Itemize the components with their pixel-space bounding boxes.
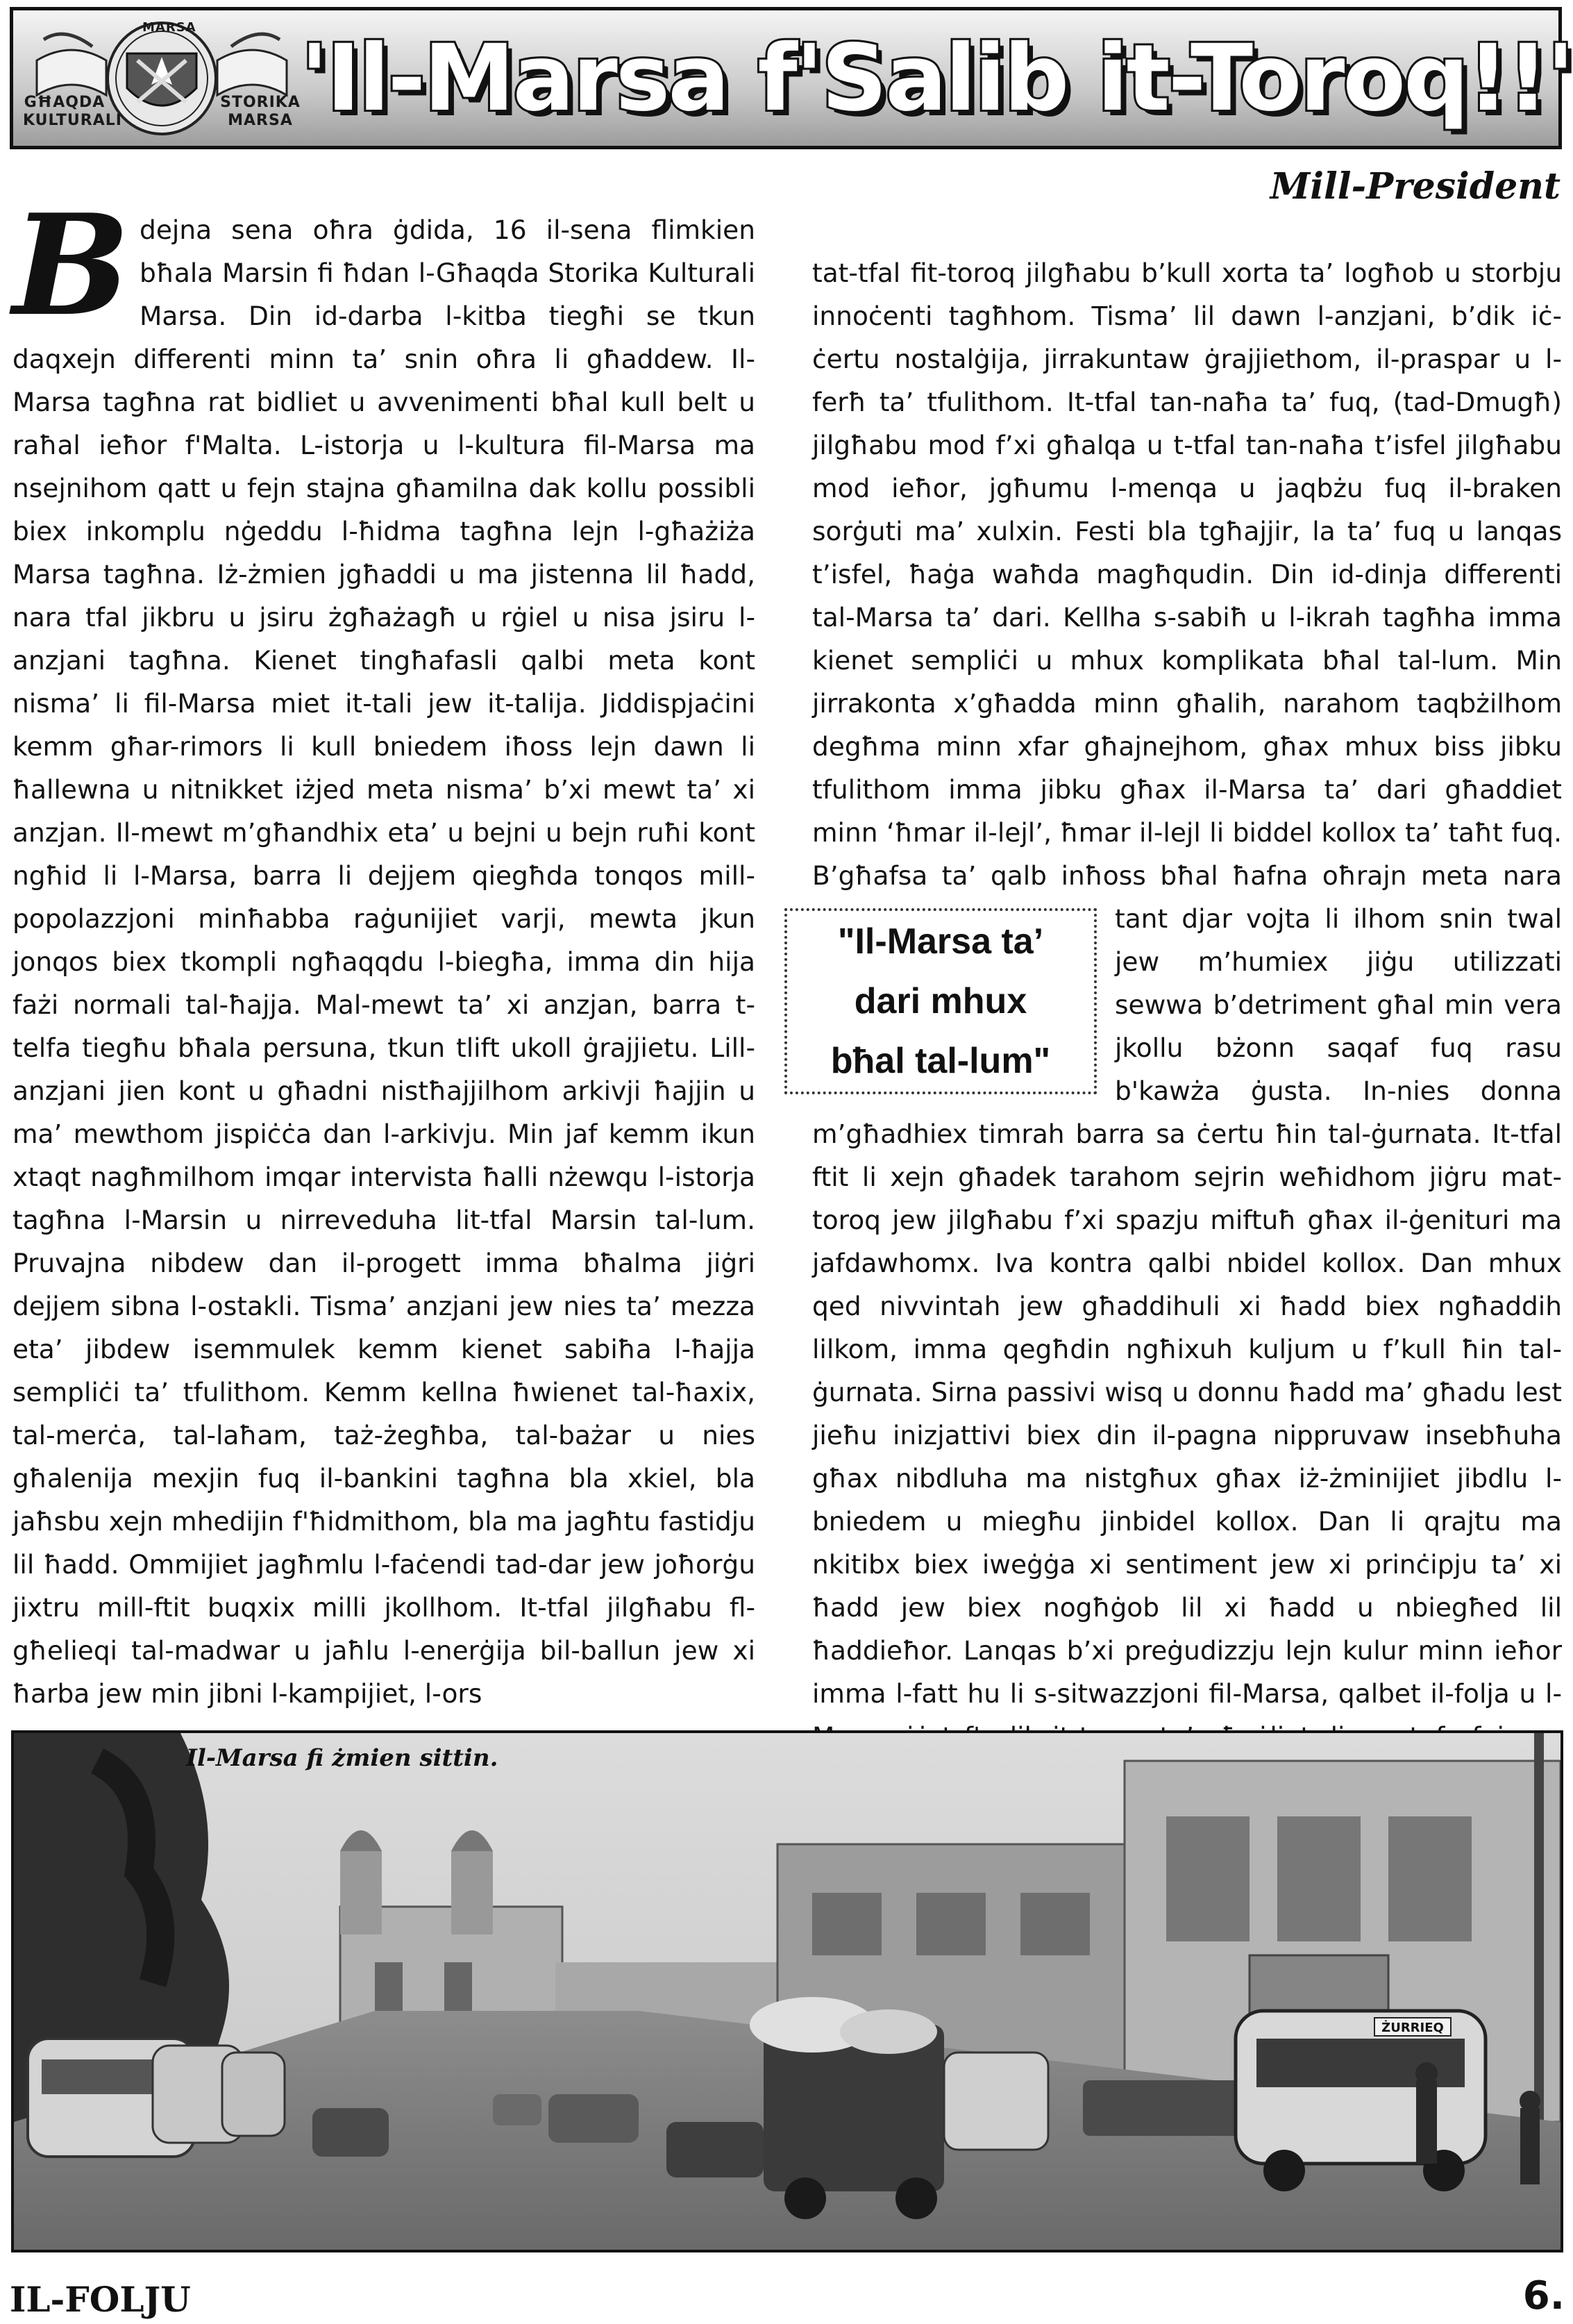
- article-text-right-bottom: djar vojta li ilhom snin twal jew m’humiex jiġu utilizzati sewwa b’detriment għal min vera jkollu bżonn saqaf fuq rasu b'kawża ġusta. In-nies donna m’għadhiex timrah barra sa ċertu ħin tal-ġurnata. It-tfal ftit li xejn għadek tarahom sejrin weħidhom jiġru mat-toroq jew jilgħabu f’xi spazju miftuħ għax il-ġenituri ma jafdawhomx. Iva kontra qalbi nbidel kollox. Dan mhux qed nivvintah jew għaddihuli xi ħadd biex ngħaddih lilkom, imma qegħdin ngħixuh kuljum u f’kull ħin tal-ġurnata. Sirna passivi wisq u donnu ħadd ma’ għadu lest jieħu inizjattivi biex din il-pagna nippruvaw insebħuha għax nibdluha ma nistgħux għax iż-żminijiet jibdlu l-bniedem u miegħu jinbidel kollox. Dan li qrajtu ma nkitibx biex iweġġa xi sentiment jew xi prinċipju ta’ xi ħadd jew biex nogħġob lil xi ħadd u nbiegħed lil ħaddieħor. Lanqas b’xi preġudizzju lejn kulur minn ieħor imma l-fatt hu li s-sitwazzjoni fil-Marsa, qalbet il-folja u l-: [812, 903, 1562, 1709]
- author-byline: Mill-President: [1270, 165, 1561, 208]
- pull-quote-line-1: "Il-Marsa ta’: [837, 921, 1044, 962]
- historic-street-photo: [11, 1730, 1563, 2252]
- article-paragraph: [812, 251, 1562, 1801]
- article-text-left: dejna sena oħra ġdida, 16 il-sena flimkien bħala Marsin fi ħdan l-Għaqda Storika Kulturali Marsa. Din id-darba l-kitba tiegħi se tkun daqxejn differenti minn ta’ snin oħra li għaddew. Il-Marsa tagħna rat bidliet u avvenimenti bħal kull belt u raħal ieħor f'Malta. L-istorja u l-kultura fil-Marsa ma nsejnihom qatt u fejn stajna għamilna dak kollu possibli biex inkomplu nġeddu l-ħidma tagħna lejn l-għażiża Marsa tagħna. Iż-żmien jgħaddi u ma jistenna lil ħadd, nara tfal jikbru u jsiru żgħażagħ u rġiel u nisa jsiru l-anzjani tagħna. Kienet tingħafasli qalbi meta kont nisma’ li fil-Marsa miet it-tali jew it-talija. Jiddispjaċini kemm għar-rimors li kull bniedem iħoss lejn dawn li ħallewna u nitnikket iżjed meta nisma’ b’xi mewt ta’ xi anzjan. Il-mewt m’għandhix eta’ u bejni u bejn ruħi kont ngħid li l-Marsa, barra li dejjem qiegħda tonqos mill-popolazzjoni minħabba raġunijiet varji, mewta jkun jonqos biex tkompli ngħaqqdu l-biegħa, imma din hija fażi normali tal-ħajja. Mal-mewt ta’ xi anzjan, barra t-telfa tiegħu bħala persuna, tkun tlift ukoll ġrajjietu. Lill-anzjani jien kont u għadni nistħajjilhom arkivji ħajjin u ma’ mewthom jispiċċa dan l-arkivju. Min jaf kemm ikun xtaqt nagħmilhom imqar intervista ħalli nżewqu l-istorja tagħna l-Marsin u nirreveduha lit-tfal Marsin tal-lum. Pruvajna nibdew dan il-progett imma bħalma jiġri dejjem sibna l-ostakli. Tisma’ anzjani jew nies ta’ mezza eta’ jibdew isemmulek kemm kienet sabiħa l-ħajja sempliċi ta’ tfulithom. Kemm kellna ħwienet tal-ħaxix, tal-merċa, tal-laħam, taż-żegħba, tal-bażar u nies għalenija mexjin fuq il-bankini tagħna bla xkiel, bla jaħsbu xejn mhedijin f'ħidmithom, bla ma jagħtu fastidju lil ħadd. Ommijiet jagħmlu l-faċendi tad-dar jew joħorġu jixtru mill-ftit buqxix milli jkollhom. It-tfal jilgħabu fl-għelieqi tal-madwar u jaħlu l-enerġija bil-ballun jew xi ħarba jew min jibni l-kampijiet, l-ors: [12, 215, 755, 1709]
- logo-text-left: GĦAQDA KULTURALI: [23, 94, 122, 129]
- bus-destination-sign: ŻURRIEQ: [1381, 2021, 1444, 2035]
- street-scene-illustration: [14, 1733, 1561, 2250]
- publication-name: IL-FOLJU: [10, 2279, 191, 2320]
- pull-quote-line-2: dari mhux: [854, 981, 1027, 1021]
- masthead: [10, 7, 1573, 149]
- article-text-right-top: tat-tfal fit-toroq jilgħabu b’kull xorta ta’ logħob u storbju innoċenti tagħhom. Tisma’ lil dawn l-anzjani, b’dik iċ-ċertu nostalġija, jirrakuntaw ġrajjiethom, il-praspar u l-ferħ ta’ tfulithom. It-tfal tan-naħa ta’ fuq, (tad-Dmugħ) jilgħabu mod f’xi għalqa u t-tfal tan-naħa t’isfel jilgħabu mod ieħor, jgħumu l-menqa u jaqbżu fuq il-braken sorġuti ma’ xulxin. Festi bla tgħajjir, la ta’ fuq u lanqas t’isfel, ħaġa waħda magħqudin. Din id-dinja differenti tal-Marsa ta’ dari. Kellha s-sabiħ u l-ikrah tagħha imma kienet sempliċi u mhux komplikata bħal tal-lum. Min jirrakonta x’għadda minn għalih, narahom taqbżilhom degħma minn xfar għajnejhom, għax mhux biss jibku tfulithom imma jibku għax il-Marsa ta’ dari għaddiet minn ‘ħmar il-lejl’, ħmar il-lejl li biddel kollox ta’ taħt fuq. B’għafsa ta’ qalb inħoss bħal ħafna oħrajn meta nara tant: [812, 258, 1562, 934]
- page-title: 'Il-Marsa f'Salib it-Toroq!!': [300, 24, 1573, 132]
- article-column-left: [12, 184, 755, 1722]
- society-logo: [23, 19, 301, 138]
- page-number: 6.: [1522, 2273, 1565, 2318]
- logo-text-top: MARSA: [142, 20, 196, 35]
- pull-quote-line-3: bħal tal-lum": [830, 1041, 1051, 1081]
- photo-caption: Il-Marsa fi żmien sittin.: [186, 1744, 498, 1772]
- article-column-right: [812, 251, 1562, 1723]
- pull-quote: [784, 908, 1097, 1094]
- article-paragraph: [12, 184, 755, 1715]
- logo-text-right: STORIKA MARSA: [220, 94, 301, 129]
- drop-cap: B: [12, 184, 131, 347]
